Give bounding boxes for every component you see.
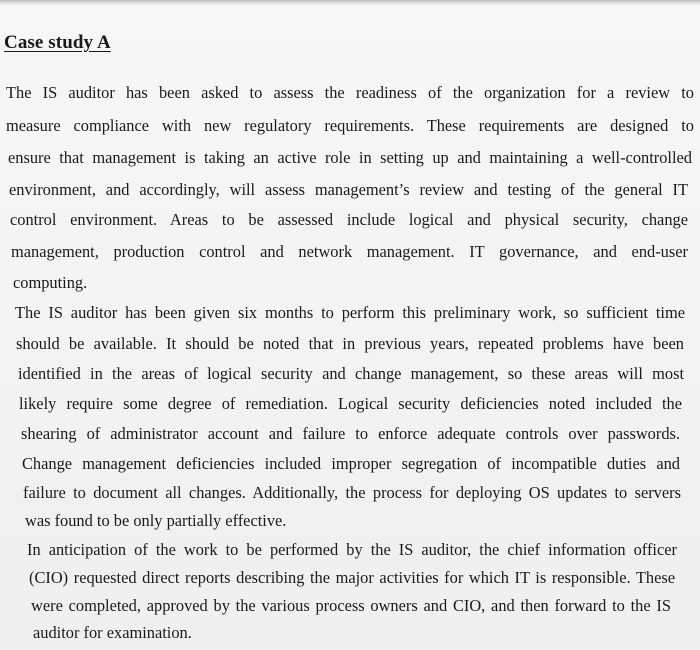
page-top-edge <box>0 0 700 6</box>
paragraph-line: auditor for examination. <box>33 623 192 642</box>
paragraph-line: control environment. Areas to be assessed include logical and physical security, change <box>10 210 688 229</box>
paragraph-line: The IS auditor has been asked to assess the readiness of the organization for a review to <box>6 83 694 102</box>
paragraph-line: identified in the areas of logical security and change management, so these areas will most <box>18 364 684 383</box>
paragraph-line: shearing of administrator account and failure to enforce adequate controls over passwords. <box>21 424 680 443</box>
paragraph-line: (CIO) requested direct reports describing the major activities for which IT is responsible. These <box>29 568 675 587</box>
paragraph-line: environment, and accordingly, will assess management’s review and testing of the general IT <box>9 180 688 199</box>
paragraph-line: computing. <box>13 273 88 292</box>
paragraph-line: likely require some degree of remediation. Logical security deficiencies noted included the <box>19 394 682 413</box>
paragraph-line: were completed, approved by the various process owners and CIO, and then forward to the IS <box>31 596 671 615</box>
paragraph-line: should be available. It should be noted that in previous years, repeated problems have been <box>16 334 684 353</box>
paragraph-line: In anticipation of the work to be performed by the IS auditor, the chief information officer <box>27 540 677 559</box>
case-study-title: Case study A <box>4 32 111 53</box>
paragraph-line: The IS auditor has been given six months to perform this preliminary work, so sufficient time <box>15 303 685 322</box>
paragraph-line: measure compliance with new regulatory requirements. These requirements are designed to <box>6 116 694 135</box>
paragraph-line: was found to be only partially effective. <box>25 511 287 530</box>
paragraph-line: ensure that management is taking an active role in setting up and maintaining a well-controlled <box>8 148 692 167</box>
paragraph-line: Change management deficiencies included improper segregation of incompatible duties and <box>22 454 680 473</box>
paragraph-line: management, production control and network management. IT governance, and end-user <box>11 242 688 261</box>
paragraph-line: failure to document all changes. Additionally, the process for deploying OS updates to servers <box>23 483 681 502</box>
